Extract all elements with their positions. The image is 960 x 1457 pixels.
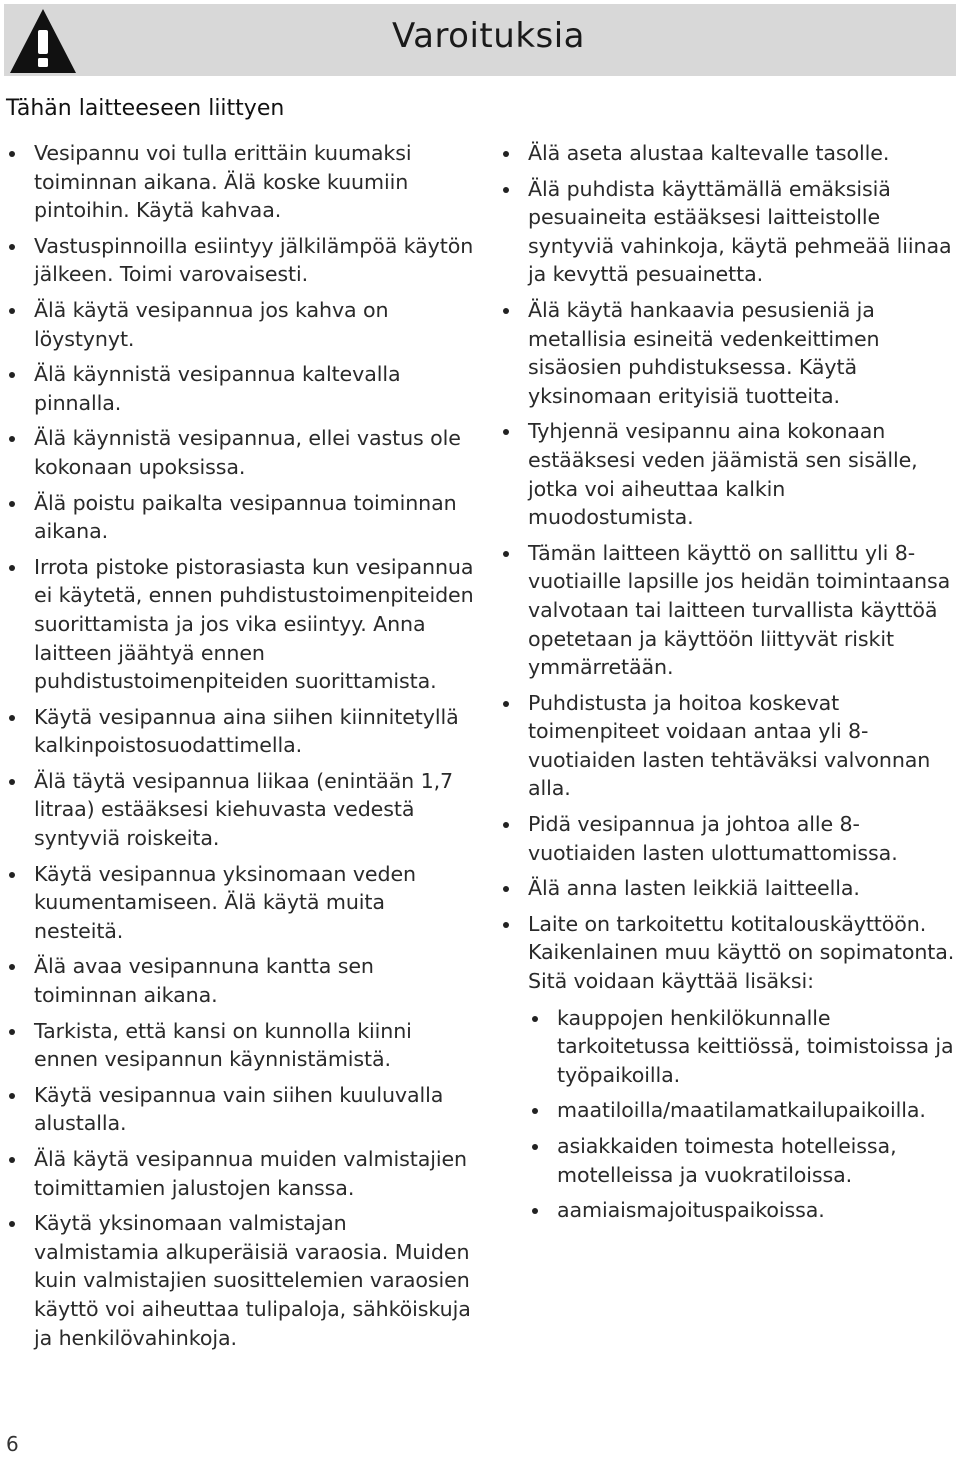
warning-item: Älä käytä vesipannua muiden valmistajien toimittamien jalustojen kanssa. (6, 1145, 476, 1202)
warning-item (500, 910, 956, 1225)
page-title: Varoituksia (392, 16, 585, 56)
warning-item: Pidä vesipannua ja johtoa alle 8-vuotiaiden lasten ulottumattomissa. (500, 810, 956, 867)
warning-item: Käytä vesipannua aina siihen kiinnitetyllä kalkinpoistosuodattimella. (6, 703, 476, 760)
warning-item: Tarkista, että kansi on kunnolla kiinni ennen vesipannun käynnistämistä. (6, 1017, 476, 1074)
usage-subitem: aamiaismajoituspaikoissa. (528, 1196, 956, 1225)
warning-item: Älä poistu paikalta vesipannua toiminnan aikana. (6, 489, 476, 546)
warning-item: Älä aseta alustaa kaltevalle tasolle. (500, 139, 956, 168)
header-bar (4, 4, 956, 76)
warning-item: Tämän laitteen käyttö on sallittu yli 8-vuotiaille lapsille jos heidän toimintaansa valvotaan tai laitteen turvallista käyttöä opetetaan ja käyttöön liittyvät riskit ymmärretään. (500, 539, 956, 682)
warning-item: Puhdistusta ja hoitoa koskevat toimenpiteet voidaan antaa yli 8-vuotiaiden lasten tehtäväksi valvonnan alla. (500, 689, 956, 803)
right-warning-list (500, 139, 956, 1232)
usage-subitem: asiakkaiden toimesta hotelleissa, motelleissa ja vuokratiloissa. (528, 1132, 956, 1189)
warning-item: Älä käynnistä vesipannua kaltevalla pinnalla. (6, 360, 476, 417)
warning-item: Tyhjennä vesipannu aina kokonaan estääksesi veden jäämistä sen sisälle, jotka voi aiheuttaa kalkin muodostumista. (500, 417, 956, 531)
warning-item: Älä anna lasten leikkiä laitteella. (500, 874, 956, 903)
warning-item: Käytä yksinomaan valmistajan valmistamia alkuperäisiä varaosia. Muiden kuin valmistajien suosittelemien varaosien käyttö voi aiheuttaa tulipaloja, sähköiskuja ja henkilövahinkoja. (6, 1209, 476, 1352)
warning-item: Älä käynnistä vesipannua, ellei vastus ole kokonaan upoksissa. (6, 424, 476, 481)
warning-item: Älä käytä hankaavia pesusieniä ja metallisia esineitä vedenkeittimen sisäosien puhdistuksessa. Käytä yksinomaan erityisiä tuotteita. (500, 296, 956, 410)
section-title: Tähän laitteeseen liittyen (6, 96, 285, 121)
page-number: 6 (6, 1432, 19, 1456)
left-warning-list (6, 139, 476, 1359)
warning-item: Irrota pistoke pistorasiasta kun vesipannua ei käytetä, ennen puhdistustoimenpiteiden suorittamista ja jos vika esiintyy. Anna laitteen jäähtyä ennen puhdistustoimenpiteiden suorittamista. (6, 553, 476, 696)
usage-subitem: maatiloilla/maatilamatkailupaikoilla. (528, 1096, 956, 1125)
warning-item: Älä puhdista käyttämällä emäksisiä pesuaineita estääksesi laitteistolle syntyviä vahinkoja, käytä pehmeää liinaa ja kevyttä pesuainetta. (500, 175, 956, 289)
warning-item: Älä käytä vesipannua jos kahva on löystynyt. (6, 296, 476, 353)
warning-item: Älä avaa vesipannuna kantta sen toiminnan aikana. (6, 952, 476, 1009)
warning-item-text: Laite on tarkoitettu kotitalouskäyttöön. Kaikenlainen muu käyttö on sopimatonta. Sitä voidaan käyttää lisäksi: (528, 911, 955, 994)
warning-item: Älä täytä vesipannua liikaa (enintään 1,7 litraa) estääksesi kiehuvasta vedestä syntyviä roiskeita. (6, 767, 476, 853)
warning-triangle-icon (8, 6, 78, 76)
warning-item: Käytä vesipannua yksinomaan veden kuumentamiseen. Älä käytä muita nesteitä. (6, 860, 476, 946)
usage-subitem: kauppojen henkilökunnalle tarkoitetussa keittiössä, toimistoissa ja työpaikoilla. (528, 1004, 956, 1090)
warning-item: Vastuspinnoilla esiintyy jälkilämpöä käytön jälkeen. Toimi varovaisesti. (6, 232, 476, 289)
warning-item: Vesipannu voi tulla erittäin kuumaksi toiminnan aikana. Älä koske kuumiin pintoihin. Käytä kahvaa. (6, 139, 476, 225)
usage-sublist (528, 1004, 956, 1225)
warning-item: Käytä vesipannua vain siihen kuuluvalla alustalla. (6, 1081, 476, 1138)
